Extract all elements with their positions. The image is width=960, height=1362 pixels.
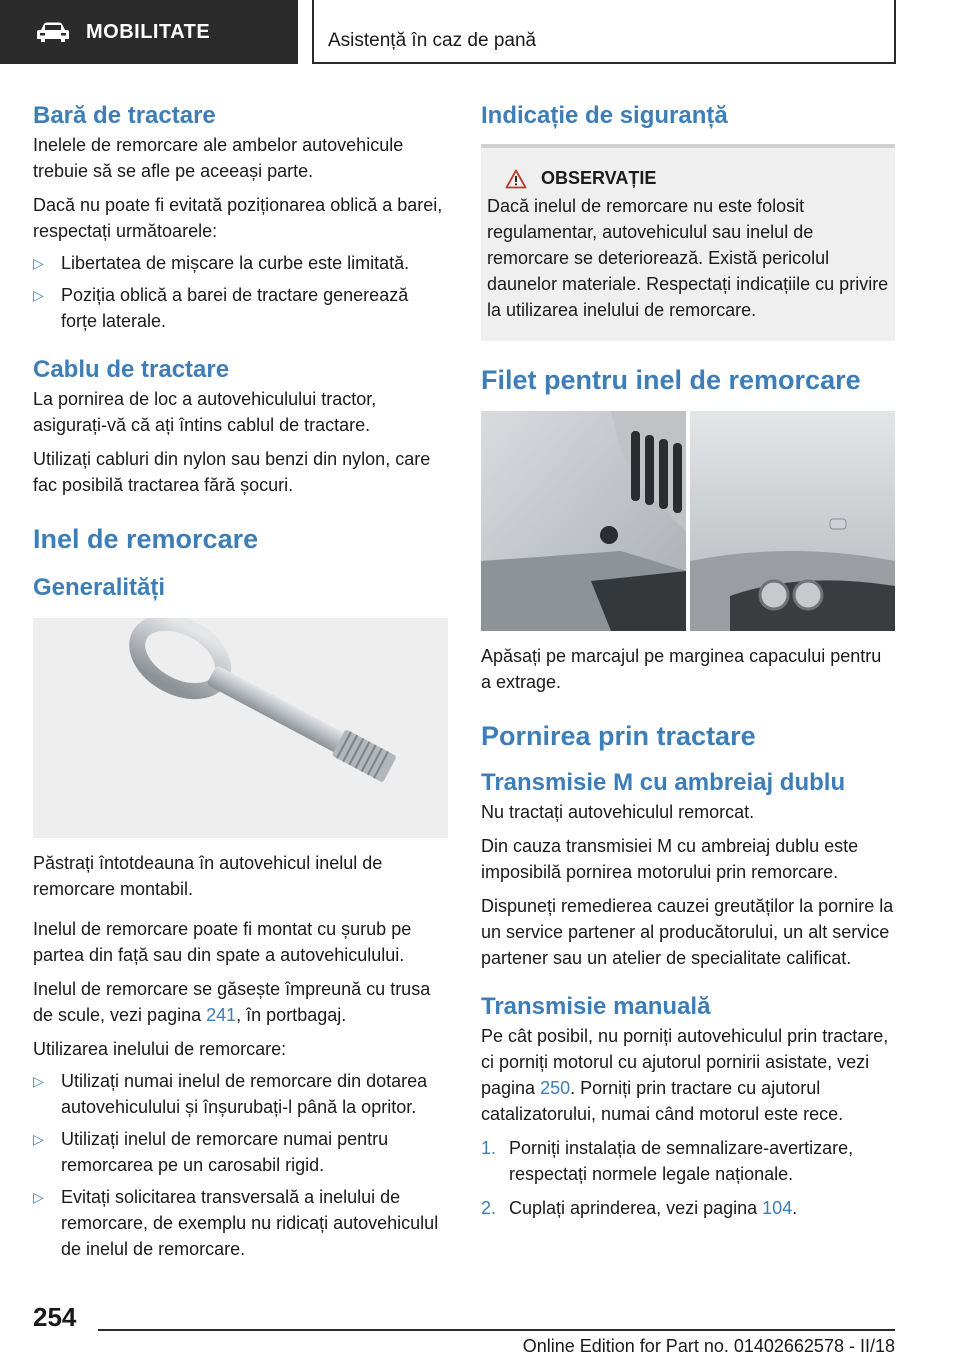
list-item: ▷ Libertatea de mișcare la curbe este limitată. bbox=[33, 250, 448, 276]
page-link-250[interactable]: 250 bbox=[540, 1078, 571, 1098]
heading-tow-bar: Bară de tractare bbox=[33, 102, 216, 129]
list-item: 2. Cuplați aprinderea, vezi pagina 104. bbox=[481, 1198, 798, 1218]
edition-text: Online Edition for Part no. 01402662578 - II/18 bbox=[522, 1336, 895, 1356]
page-link-241[interactable]: 241 bbox=[206, 1005, 237, 1025]
chapter-title: Asistență în caz de pană bbox=[328, 30, 537, 51]
paragraph: Dacă nu poate fi evitată poziționarea oblică a barei, respectați următoarele: bbox=[33, 195, 443, 241]
triangle-bullet-icon: ▷ bbox=[33, 1131, 44, 1147]
front-bumper-image bbox=[481, 411, 686, 631]
section-name: MOBILITATE bbox=[86, 20, 211, 43]
paragraph: Din cauza transmisiei M cu ambreiaj dublu este imposibilă pornirea motorului prin remorcare. bbox=[481, 836, 859, 882]
triangle-bullet-icon: ▷ bbox=[33, 287, 44, 303]
triangle-bullet-icon: ▷ bbox=[33, 255, 44, 271]
tow-ring-icon bbox=[33, 618, 448, 838]
tow-ring-figure bbox=[33, 618, 448, 838]
bullet-list bbox=[33, 250, 448, 334]
heading-tow-start: Pornirea prin tractare bbox=[481, 721, 756, 751]
list-item: ▷ Utilizați numai inelul de remorcare din dotarea autovehiculului și înșurubați-l până la opritor. bbox=[33, 1068, 448, 1120]
heading-manual: Transmisie manuală bbox=[481, 993, 711, 1020]
list-item: ▷ Poziția oblică a barei de tractare generează forțe laterale. bbox=[33, 282, 448, 334]
heading-mdct: Transmisie M cu ambreiaj dublu bbox=[481, 769, 846, 796]
paragraph: Păstrați întotdeauna în autovehicul inelul de remorcare montabil. bbox=[33, 853, 383, 899]
right-column bbox=[481, 100, 895, 1221]
triangle-bullet-icon: ▷ bbox=[33, 1189, 44, 1205]
paragraph: Inelul de remorcare se găsește împreună cu trusa de scule, vezi pagina 241, în portbagaj. bbox=[33, 979, 431, 1025]
section-tab bbox=[0, 0, 298, 64]
paragraph: Utilizați cabluri din nylon sau benzi din nylon, care fac posibilă tractarea fără șocuri. bbox=[33, 449, 431, 495]
paragraph: Nu tractați autovehiculul remorcat. bbox=[481, 802, 755, 822]
page-link-104[interactable]: 104 bbox=[762, 1198, 793, 1218]
paragraph: Inelul de remorcare poate fi montat cu șurub pe partea din față sau din spate a autovehiculului. bbox=[33, 919, 412, 965]
paragraph: Dispuneți remedierea cauzei greutăților la pornire la un service partener al producătorului, un alt service partener sau un atelier de specialitate calificat. bbox=[481, 896, 894, 968]
notice-text: Dacă inelul de remorcare nu este folosit regulamentar, autovehiculul sau inelul de remorcare se deteriorează. Există pericolul daunelor materiale. Respectați indicațiile cu privire la utilizarea inelului de remorcare. bbox=[487, 196, 889, 320]
numbered-list bbox=[481, 1135, 895, 1221]
left-column bbox=[33, 100, 448, 1262]
heading-thread: Filet pentru inel de remorcare bbox=[481, 365, 861, 395]
list-item: ▷ Utilizați inelul de remorcare numai pentru remorcarea pe un carosabil rigid. bbox=[33, 1126, 448, 1178]
footer-divider bbox=[98, 1329, 895, 1331]
list-item: ▷ Evitați solicitarea transversală a inelului de remorcare, de exemplu nu ridicați autovehiculul de inelul de remorcare. bbox=[33, 1184, 448, 1262]
warning-triangle-icon bbox=[505, 169, 527, 189]
rear-bumper-image bbox=[690, 411, 895, 631]
heading-tow-ring: Inel de remorcare bbox=[33, 524, 259, 554]
notice-box bbox=[481, 144, 895, 341]
paragraph: Apăsați pe marcajul pe marginea capacului pentru a extrage. bbox=[481, 646, 882, 692]
chapter-header bbox=[312, 0, 896, 64]
list-item: 1. Porniți instalația de semnalizare-avertizare, respectați normele legale naționale. bbox=[481, 1138, 854, 1184]
heading-safety: Indicație de siguranță bbox=[481, 102, 728, 129]
car-front-icon bbox=[36, 21, 70, 43]
paragraph: Utilizarea inelului de remorcare: bbox=[33, 1039, 287, 1059]
bumper-photo bbox=[481, 411, 895, 631]
triangle-bullet-icon: ▷ bbox=[33, 1073, 44, 1089]
page-number: 254 bbox=[33, 1302, 77, 1332]
bullet-list bbox=[33, 1068, 448, 1262]
paragraph: La pornirea de loc a autovehiculului tractor, asigurați-vă că ați întins cablul de tractare. bbox=[33, 389, 377, 435]
heading-tow-cable: Cablu de tractare bbox=[33, 356, 230, 383]
paragraph: Pe cât posibil, nu porniți autovehiculul prin tractare, ci porniți motorul cu ajutorul pornirii asistate, vezi pagina 250. Porniți prin tractare cu ajutorul catalizatorului, numai când motorul este rece. bbox=[481, 1026, 889, 1124]
notice-label: OBSERVAȚIE bbox=[541, 168, 657, 188]
heading-general: Generalități bbox=[33, 574, 166, 601]
paragraph: Inelele de remorcare ale ambelor autovehicule trebuie să se afle pe aceeași parte. bbox=[33, 135, 404, 181]
